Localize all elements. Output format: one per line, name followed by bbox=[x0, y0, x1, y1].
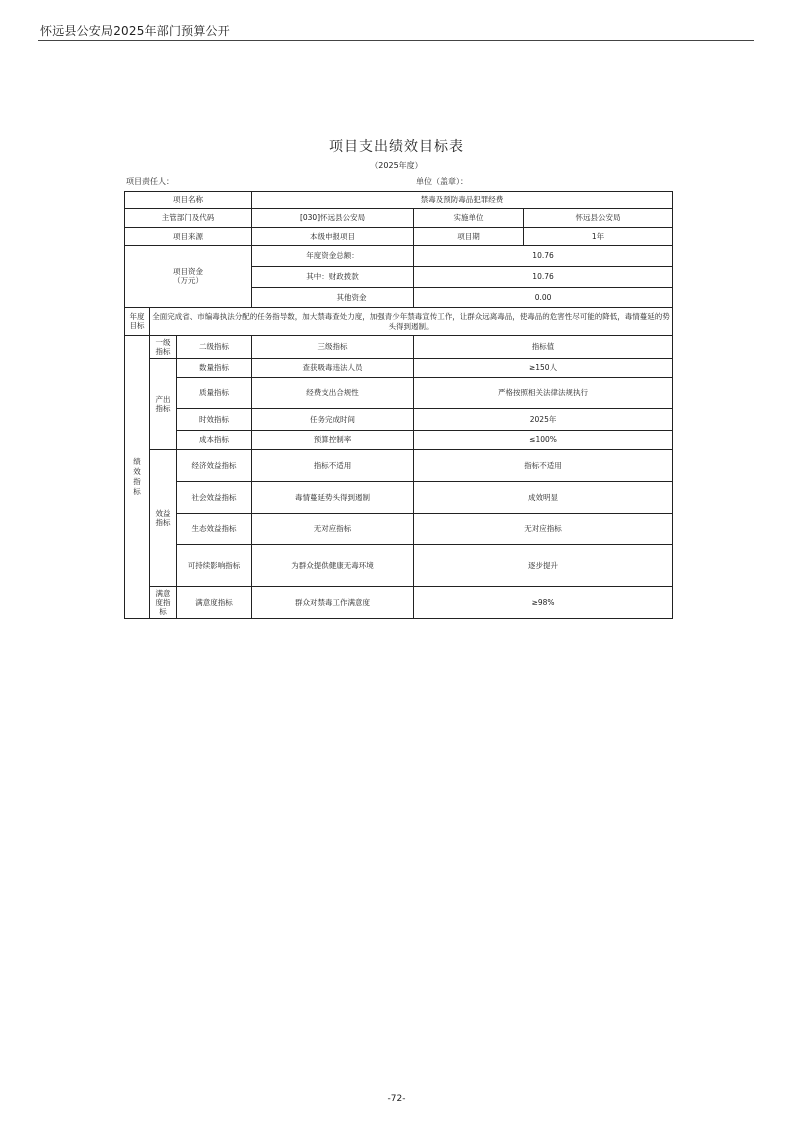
annual-goal-row bbox=[125, 308, 673, 336]
project-name-value: 禁毒及预防毒品犯罪经费 bbox=[252, 192, 673, 209]
level2-cell: 社会效益指标 bbox=[177, 482, 252, 514]
level2-cell: 生态效益指标 bbox=[177, 514, 252, 545]
indicator-value-cell: 逐步提升 bbox=[414, 545, 673, 587]
output-indicators-label-text: 产出指标 bbox=[155, 394, 171, 413]
level3-cell: 任务完成时间 bbox=[252, 409, 414, 431]
project-name-row bbox=[125, 192, 673, 209]
fund-fiscal-label: 其中：财政拨款 bbox=[252, 267, 414, 288]
indicator-value-cell: 无对应指标 bbox=[414, 514, 673, 545]
indicator-row bbox=[125, 514, 673, 545]
indicator-value-cell: 成效明显 bbox=[414, 482, 673, 514]
page-number: -72- bbox=[387, 1094, 406, 1104]
indicator-value-cell: ≤100% bbox=[414, 431, 673, 450]
annual-goal-label-text: 年度目标 bbox=[129, 312, 145, 331]
performance-indicators-label bbox=[125, 336, 150, 619]
performance-target-table bbox=[124, 191, 673, 619]
benefit-indicators-label-text: 效益指标 bbox=[155, 508, 171, 527]
level2-cell: 可持续影响指标 bbox=[177, 545, 252, 587]
implementing-unit-label: 实施单位 bbox=[414, 209, 524, 228]
document-year: （2025年度） bbox=[370, 161, 423, 170]
indicator-header-row bbox=[125, 336, 673, 359]
level2-cell: 质量指标 bbox=[177, 378, 252, 409]
indicator-row bbox=[125, 545, 673, 587]
indicator-value-cell: ≥98% bbox=[414, 587, 673, 619]
level2-cell: 时效指标 bbox=[177, 409, 252, 431]
level3-cell: 无对应指标 bbox=[252, 514, 414, 545]
project-period-label: 项目期 bbox=[414, 228, 524, 246]
fund-total-label: 年度资金总额： bbox=[252, 246, 414, 267]
fund-total-value: 10.76 bbox=[414, 246, 673, 267]
level2-cell: 数量指标 bbox=[177, 359, 252, 378]
level2-header: 二级指标 bbox=[177, 336, 252, 359]
benefit-indicators-label bbox=[150, 450, 177, 587]
project-source-label: 项目来源 bbox=[125, 228, 252, 246]
fund-total-row bbox=[125, 246, 673, 267]
header-divider bbox=[38, 40, 754, 41]
responsible-person-label: 项目责任人： bbox=[126, 177, 174, 186]
level3-cell: 群众对禁毒工作满意度 bbox=[252, 587, 414, 619]
fund-label bbox=[125, 246, 252, 308]
annual-goal-label bbox=[125, 308, 150, 336]
source-row bbox=[125, 228, 673, 246]
document-title: 项目支出绩效目标表 bbox=[329, 139, 464, 155]
level3-header: 三级指标 bbox=[252, 336, 414, 359]
indicator-row bbox=[125, 409, 673, 431]
project-source-value: 本级申报项目 bbox=[252, 228, 414, 246]
implementing-unit-value: 怀远县公安局 bbox=[524, 209, 673, 228]
fund-other-label: 其他资金 bbox=[252, 288, 414, 308]
fund-fiscal-value: 10.76 bbox=[414, 267, 673, 288]
level3-cell: 查获吸毒违法人员 bbox=[252, 359, 414, 378]
indicator-value-cell: 指标不适用 bbox=[414, 450, 673, 482]
indicator-value-cell: ≥150人 bbox=[414, 359, 673, 378]
fund-other-value: 0.00 bbox=[414, 288, 673, 308]
level2-cell: 满意度指标 bbox=[177, 587, 252, 619]
indicator-row bbox=[125, 450, 673, 482]
page-header-title: 怀远县公安局2025年部门预算公开 bbox=[40, 24, 230, 38]
satisfaction-indicators-label-text: 满意度指标 bbox=[155, 588, 171, 616]
annual-goal-text: 全面完成省、市编毒执法分配的任务指导数，加大禁毒查处力度，加强青少年禁毒宣传工作，让群众远离毒品，使毒品的危害性尽可能的降低，毒情蔓延的势头得到遏制。 bbox=[150, 308, 673, 336]
level3-cell: 经费支出合规性 bbox=[252, 378, 414, 409]
project-period-value: 1年 bbox=[524, 228, 673, 246]
unit-stamp-label: 单位（盖章）： bbox=[416, 177, 468, 186]
output-indicators-label bbox=[150, 359, 177, 450]
indicator-value-header: 指标值 bbox=[414, 336, 673, 359]
indicator-row bbox=[125, 378, 673, 409]
indicator-row bbox=[125, 587, 673, 619]
performance-indicators-label-text: 绩效指标 bbox=[133, 456, 141, 497]
indicator-value-cell: 严格按照相关法律法规执行 bbox=[414, 378, 673, 409]
level3-cell: 指标不适用 bbox=[252, 450, 414, 482]
level3-cell: 预算控制率 bbox=[252, 431, 414, 450]
department-row bbox=[125, 209, 673, 228]
indicator-row bbox=[125, 431, 673, 450]
department-value: [030]怀远县公安局 bbox=[252, 209, 414, 228]
level2-cell: 经济效益指标 bbox=[177, 450, 252, 482]
indicator-value-cell: 2025年 bbox=[414, 409, 673, 431]
project-name-label: 项目名称 bbox=[125, 192, 252, 209]
indicator-row bbox=[125, 482, 673, 514]
level1-header bbox=[150, 336, 177, 359]
level3-cell: 为群众提供健康无毒环境 bbox=[252, 545, 414, 587]
fund-label-text: 项目资金（万元） bbox=[173, 267, 204, 286]
indicator-row bbox=[125, 359, 673, 378]
level3-cell: 毒情蔓延势头得到遏制 bbox=[252, 482, 414, 514]
level2-cell: 成本指标 bbox=[177, 431, 252, 450]
level1-header-text: 一级指标 bbox=[155, 337, 171, 356]
satisfaction-indicators-label bbox=[150, 587, 177, 619]
department-label: 主管部门及代码 bbox=[125, 209, 252, 228]
